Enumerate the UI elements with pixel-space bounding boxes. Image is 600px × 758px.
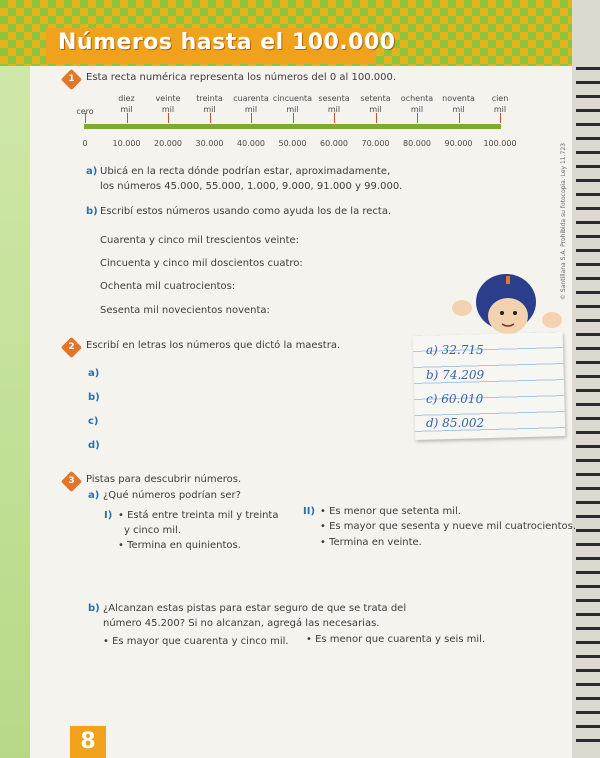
number-line-word-label xyxy=(228,93,274,115)
number-line-value-label: 80.000 xyxy=(403,139,431,148)
number-line-word-label xyxy=(477,93,523,115)
word-label-line1: noventa xyxy=(442,94,475,103)
exercise-number: 1 xyxy=(68,74,75,84)
number-line-word-label xyxy=(311,93,357,115)
number-line-value-label: 70.000 xyxy=(361,139,390,148)
number-line-value-label: 50.000 xyxy=(278,139,307,148)
ex1-item: Sesenta mil novecientos noventa: xyxy=(100,305,270,316)
word-label-line1: sesenta xyxy=(318,94,350,103)
ex2-label-b: b) xyxy=(88,392,100,403)
ex3-a-label: a) xyxy=(88,490,100,501)
label-b: b) xyxy=(86,206,98,217)
word-label-line1: cuarenta xyxy=(233,94,269,103)
ex3-b-text2: número 45.200? Si no alcanzan, agregá las necesarias. xyxy=(103,618,380,629)
ex3-i-line: • Termina en quinientos. xyxy=(118,540,241,551)
ex3-ii-line: • Termina en veinte. xyxy=(320,537,422,548)
number-line-value-label: 40.000 xyxy=(237,139,265,148)
number-line-word-label xyxy=(62,106,108,117)
word-label-line1: cien xyxy=(491,94,509,103)
ex2-label-d: d) xyxy=(88,440,100,451)
number-line-value-label: 10.000 xyxy=(112,139,141,148)
ex2-label-a: a) xyxy=(88,368,100,379)
number-line-value-label: 20.000 xyxy=(154,139,182,148)
number-line-bar xyxy=(84,124,501,129)
word-label-line2: mil xyxy=(286,105,299,114)
number-line-word-label xyxy=(104,93,150,115)
word-label-line1: treinta xyxy=(196,94,223,103)
ex2-prompt: Escribí en letras los números que dictó la maestra. xyxy=(86,340,341,351)
word-label-line2: mil xyxy=(120,105,133,114)
ex3-b-clue: • Es mayor que cuarenta y cinco mil. xyxy=(103,636,289,647)
label-a: a) xyxy=(86,166,98,177)
ex3-i-label: I) xyxy=(104,510,113,521)
number-line-value-label: 0 xyxy=(82,139,88,148)
number-line-value-label: 90.000 xyxy=(444,139,473,148)
note-line: d) 85.002 xyxy=(426,416,485,430)
page-number: 8 xyxy=(70,726,106,758)
number-line-word-label xyxy=(353,93,399,115)
number-line-value-label: 100.000 xyxy=(483,139,517,148)
ex3-i-line: y cinco mil. xyxy=(124,525,181,536)
word-label-line2: mil xyxy=(410,105,424,114)
number-line-value-label: 30.000 xyxy=(195,139,224,148)
ex3-a-text: ¿Qué números podrían ser? xyxy=(103,490,241,501)
ex3-ii-line: • Es menor que setenta mil. xyxy=(320,506,461,517)
ex1-a-text1: Ubicá en la recta dónde podrían estar, aproximadamente, xyxy=(100,166,391,177)
ex3-ii-line: • Es mayor que sesenta y nueve mil cuatrocientos. xyxy=(320,521,577,532)
number-line-value-label: 60.000 xyxy=(320,139,348,148)
word-label-line1: cincuenta xyxy=(272,94,313,103)
word-label-line2: mil xyxy=(161,105,175,114)
ex1-b-label xyxy=(86,206,98,217)
ex3-ii-label: II) xyxy=(303,506,316,517)
ex3-prompt: Pistas para descubrir números. xyxy=(86,474,242,485)
ex1-item: Ochenta mil cuatrocientos: xyxy=(100,281,236,292)
word-label-line2: mil xyxy=(452,105,465,114)
ex3-b-label: b) xyxy=(88,603,100,614)
word-label-line1: veinte xyxy=(155,94,181,103)
ex3-b-clue: • Es menor que cuarenta y seis mil. xyxy=(306,634,486,645)
exercise-number: 3 xyxy=(68,476,75,486)
number-line-word-label xyxy=(436,93,482,115)
number-line-word-label xyxy=(145,93,191,115)
word-label-line2: mil xyxy=(369,105,382,114)
ex3-i-line: • Está entre treinta mil y treinta xyxy=(118,510,279,521)
word-label-line2: mil xyxy=(203,105,216,114)
word-label-line1: setenta xyxy=(360,94,391,103)
note-line: a) 32.715 xyxy=(426,343,484,357)
word-label-line2: mil xyxy=(327,105,341,114)
word-label-line2: mil xyxy=(244,105,258,114)
ex1-b-text: Escribí estos números usando como ayuda los de la recta. xyxy=(100,206,392,217)
note-line: c) 60.010 xyxy=(426,392,484,406)
note-line: b) 74.209 xyxy=(426,368,485,382)
ex1-a-label xyxy=(86,166,97,177)
left-strip xyxy=(0,66,30,758)
number-line-word-label xyxy=(270,93,316,115)
ex1-item: Cuarenta y cinco mil trescientos veinte: xyxy=(100,235,300,246)
ex1-prompt: Esta recta numérica representa los números del 0 al 100.000. xyxy=(86,72,397,83)
copyright-text: © Santillana S.A. Prohibida su fotocopia. Ley 11.723 xyxy=(560,143,567,300)
ex2-label-c: c) xyxy=(88,416,99,427)
word-label-line2: mil xyxy=(493,105,507,114)
page-title: Números hasta el 100.000 xyxy=(58,30,396,55)
ex1-item: Cincuenta y cinco mil doscientos cuatro: xyxy=(100,258,303,269)
ex3-b-text1: ¿Alcanzan estas pistas para estar seguro de que se trata del xyxy=(103,603,407,614)
exercise-number: 2 xyxy=(68,342,75,352)
ex1-a-text2: los números 45.000, 55.000, 1.000, 9.000, 91.000 y 99.000. xyxy=(100,181,403,192)
number-line-word-label xyxy=(187,93,233,115)
word-label-line1: diez xyxy=(118,94,135,103)
number-line-word-label xyxy=(394,93,440,115)
word-label-line1: ochenta xyxy=(400,94,434,103)
word-label-line1: cero xyxy=(76,107,94,116)
spiral-binding xyxy=(576,60,600,750)
